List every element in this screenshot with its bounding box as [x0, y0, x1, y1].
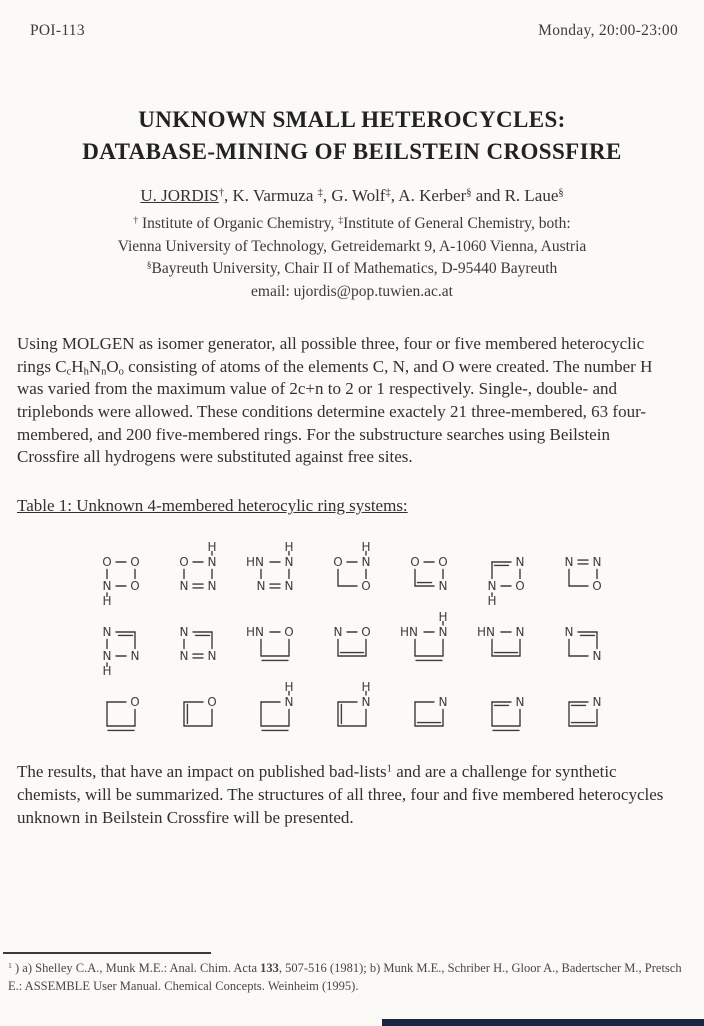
svg-text:H: H	[438, 610, 448, 625]
results-paragraph: The results, that have an impact on published bad-lists$^1$ and are a challenge for synthetic chemists, will be summarized. The structures of all three, four and five membered heterocycles unknown in Beilstein Crossfire will be presented.	[17, 761, 664, 828]
svg-text:H: H	[102, 594, 112, 606]
svg-text:O: O	[284, 625, 294, 640]
structure-r3c6	[473, 680, 539, 746]
svg-text:H: H	[361, 540, 371, 555]
svg-text:N: N	[284, 695, 294, 710]
svg-text:N: N	[179, 649, 189, 664]
svg-text:H: H	[487, 594, 497, 606]
affiliation-line-3: §Bayreuth University, Chair II of Mathematics, D-95440 Bayreuth	[146, 260, 558, 278]
svg-text:N: N	[179, 625, 189, 640]
svg-text:N: N	[438, 625, 448, 640]
svg-text:N: N	[130, 649, 140, 664]
svg-text:N: N	[102, 625, 112, 640]
structure-r1c7	[550, 540, 616, 606]
structure-r2c1	[88, 610, 154, 676]
svg-text:O: O	[592, 579, 602, 594]
session-time: Monday, 20:00-23:00	[538, 22, 678, 39]
table-caption: Table 1: Unknown 4-membered heterocylic ring systems:	[17, 495, 408, 515]
svg-text:N: N	[564, 625, 574, 640]
footnote-block	[0, 952, 704, 995]
structure-r2c7	[550, 610, 616, 676]
svg-text:O: O	[179, 555, 189, 570]
page-header	[0, 0, 704, 40]
svg-text:N: N	[102, 579, 112, 594]
svg-text:N: N	[102, 649, 112, 664]
svg-text:O: O	[515, 579, 525, 594]
affiliation-line-1: † Institute of Organic Chemistry, ‡Institute of General Chemistry, both:	[133, 215, 571, 233]
email-line: email: ujordis@pop.tuwien.ac.at	[251, 282, 453, 300]
structure-r3c1	[88, 680, 154, 746]
structure-r1c6	[473, 540, 539, 606]
structures-grid	[88, 540, 616, 746]
structure-r1c5	[396, 540, 462, 606]
svg-text:O: O	[130, 695, 140, 710]
svg-text:O: O	[102, 555, 112, 570]
svg-text:N: N	[592, 695, 602, 710]
authors-line: U. JORDIS†, K. Varmuza ‡, G. Wolf‡, A. Kerber§ and R. Laue§	[140, 186, 564, 206]
svg-text:H: H	[207, 540, 217, 555]
structure-r3c7	[550, 680, 616, 746]
svg-text:O: O	[361, 625, 371, 640]
structure-r2c4	[319, 610, 385, 676]
svg-text:N: N	[592, 649, 602, 664]
abstract-paragraph: Using MOLGEN as isomer generator, all possible three, four or five membered heterocyclic rings $C_cH_hN_nO_o$ consisting of atoms of the elements C, N, and O were created. The number H was varied from the maximum value of 2c+n to 2 or 1 respectively. Single-, double- and triplebonds were allowed. These conditions determine exactely 21 three-membered, 63 four-membered, and 200 five-membered rings. For the substructure searches using Beilstein Crossfire all hydrogens were substituted against free sites.	[17, 334, 653, 467]
svg-text:HN: HN	[400, 625, 418, 640]
svg-text:O: O	[333, 555, 343, 570]
structure-r1c3	[242, 540, 308, 606]
svg-text:N: N	[564, 555, 574, 570]
structure-r3c4	[319, 680, 385, 746]
structure-r3c5	[396, 680, 462, 746]
svg-text:N: N	[487, 579, 497, 594]
svg-text:N: N	[179, 579, 189, 594]
svg-text:H: H	[284, 680, 294, 695]
title-line-1: UNKNOWN SMALL HETEROCYCLES:	[138, 107, 566, 132]
svg-text:N: N	[592, 555, 602, 570]
svg-text:N: N	[438, 579, 448, 594]
structure-row-1	[88, 540, 616, 606]
affiliations-block	[0, 213, 704, 303]
footnote-text: $^1$ ) a) Shelley C.A., Munk M.E.: Anal. Chim. Acta 133, 507-516 (1981); b) Munk M.E., Schriber H., Gloor A., Badertscher M., Pretsch E.: ASSEMBLE User Manual. Chemical Concepts. Weinheim (1995).	[8, 961, 682, 994]
structure-r1c4	[319, 540, 385, 606]
svg-text:N: N	[284, 579, 294, 594]
svg-text:H: H	[361, 680, 371, 695]
svg-text:N: N	[515, 625, 525, 640]
scan-artifact-bar	[382, 1019, 704, 1026]
svg-text:N: N	[284, 555, 294, 570]
svg-text:N: N	[361, 695, 371, 710]
structure-row-3	[88, 680, 616, 746]
page-title	[0, 104, 704, 168]
structure-r3c3	[242, 680, 308, 746]
structure-r1c2	[165, 540, 231, 606]
structure-r2c2	[165, 610, 231, 676]
title-line-2: DATABASE-MINING OF BEILSTEIN CROSSFIRE	[82, 139, 622, 165]
affiliation-line-2: Vienna University of Technology, Getreidemarkt 9, A-1060 Vienna, Austria	[117, 237, 587, 255]
structure-r2c5	[396, 610, 462, 676]
svg-text:N: N	[207, 555, 217, 570]
svg-text:N: N	[515, 695, 525, 710]
svg-text:HN: HN	[477, 625, 495, 640]
svg-text:N: N	[207, 649, 217, 664]
svg-text:O: O	[438, 555, 448, 570]
svg-text:N: N	[207, 579, 217, 594]
svg-text:N: N	[361, 555, 371, 570]
structure-r3c2	[165, 680, 231, 746]
svg-text:N: N	[438, 695, 448, 710]
svg-text:H: H	[284, 540, 294, 555]
structure-r2c6	[473, 610, 539, 676]
poster-id: POI-113	[30, 22, 85, 39]
svg-text:N: N	[515, 555, 525, 570]
structure-row-2	[88, 610, 616, 676]
svg-text:HN: HN	[246, 555, 264, 570]
svg-text:O: O	[130, 555, 140, 570]
svg-text:O: O	[410, 555, 420, 570]
svg-text:HN: HN	[246, 625, 264, 640]
svg-text:H: H	[102, 664, 112, 676]
svg-text:N: N	[256, 579, 266, 594]
structure-r1c1	[88, 540, 154, 606]
structure-r2c3	[242, 610, 308, 676]
footnote-rule	[3, 952, 211, 954]
svg-text:O: O	[361, 579, 371, 594]
svg-text:O: O	[130, 579, 140, 594]
svg-text:O: O	[207, 695, 217, 710]
svg-text:N: N	[333, 625, 343, 640]
